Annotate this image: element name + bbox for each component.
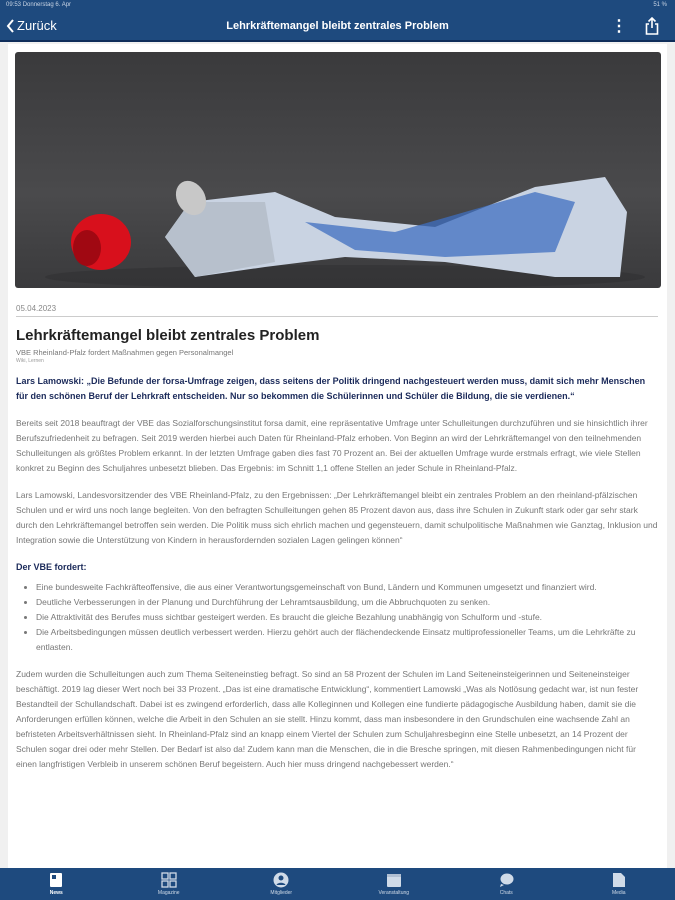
- list-item: • Die Arbeitsbedingungen müssen deutlich verbessert werden. Hierzu gehört auch der flächendeckende Einsatz multiprofessioneller Teams, um die Lehrkräfte zu entlasten.: [36, 625, 658, 655]
- article-image: [15, 52, 661, 288]
- battery-status: 51 %: [653, 2, 667, 8]
- demands-heading: Der VBE fordert:: [16, 562, 87, 572]
- time: 09:53: [6, 2, 22, 8]
- tab-veranstaltung[interactable]: [338, 868, 451, 900]
- tab-label: Media: [611, 890, 626, 896]
- list-item: • Eine bundesweite Fachkräfteoffensive, die aus einer Verantwortungsgemeinschaft von Bund, Ländern und Kommunen umgesetzt und finanziert wird.: [36, 580, 658, 595]
- article-date: 05.04.2023: [16, 304, 658, 317]
- person-icon: [273, 872, 289, 888]
- tab-chats[interactable]: [450, 868, 563, 900]
- article-lead: Lars Lamowski: „Die Befunde der forsa-Umfrage zeigen, dass seitens der Politik dringend nachgesteuert werden muss, damit sich mehr Menschen für den schönen Beruf der Lehrkraft entscheiden. Nur so bekommen die Schülerinnen und Schüler die Bildung, die sie verdienen.“: [16, 376, 646, 401]
- article-card: [8, 44, 667, 868]
- tab-label: Chats: [499, 890, 513, 896]
- tab-label: Mitglieder: [270, 890, 293, 896]
- tab-label: News: [49, 890, 63, 896]
- chat-bubbles-icon: [498, 872, 514, 888]
- back-label: Zurück: [17, 18, 57, 33]
- paragraph: Zudem wurden die Schulleitungen auch zum Thema Seiteneinstieg befragt. So sind an 58 Prozent der Schulen im Land Seiteneinsteigerinnen und Seiteneinsteiger beschäftigt. 2019 lag dieser Wert noch bei 33 Prozent. „Das ist eine dramatische Entwicklung“, kommentiert Lamowski „Was als Notlösung gedacht war, ist nun fester Bestandteil der Schullandschaft. Dabei ist es zwingend erforderlich, dass alle Kolleginnen und Kollegen eine fundierte pädagogische Ausbildung haben, damit sie die Anforderungen erfüllen können, welche die Arbeit in den Schulen an sie stellt. Hinzu kommt, dass man insbesondere in den Grundschulen eine wachsende Zahl an befristeten Arbeitsverhältnissen sieht. In Rheinland-Pfalz sind an knapp einem Viertel der Schulen zum Schuljahresbeginn eine Stelle unbesetzt, an 14 Prozent der Schulen sogar drei oder mehr Stellen. Der Bedarf ist also da! Zudem kann man die Menschen, die in die Bresche springen, mit diesen Rahmenbedingungen nicht für einen langfristigen Verbleib in unserem schönen Beruf begeistern. Auch hier muss dringend nachgebessert werden.“: [16, 669, 639, 769]
- list-item: • Die Attraktivität des Berufes muss sichtbar gesteigert werden. Es braucht die gleiche Bezahlung unabhängig von Schulform und -stufe.: [36, 610, 658, 625]
- paragraph: Lars Lamowski, Landesvorsitzender des VBE Rheinland-Pfalz, zu den Ergebnissen: „Der Lehrkräftemangel bleibt ein zentrales Problem an den rheinland-pfälzischen Schulen und er wird uns noch lange begleiten. Von den befragten Schulleitungen gehen 85 Prozent davon aus, dass ihre Schulen in Zukunft stark oder gar sehr stark durch den Lehrkräftemangel betroffen sein werden. Die Politik muss sich ehrlich machen und gegensteuern, damit schulpolitische Maßnahmen wie Ganztag, Inklusion und Integration sowie die Unterstützung von Kindern in herausfordernden sozialen Lagen gelingen können“: [16, 490, 658, 545]
- demands-list: [16, 580, 658, 655]
- tab-label: Magazine: [157, 890, 180, 896]
- tab-magazine[interactable]: [113, 868, 226, 900]
- tab-bar: [0, 868, 675, 900]
- article-tags: Wiki, Lernen: [16, 358, 44, 364]
- list-item: • Deutliche Verbesserungen in der Planung und Durchführung der Lehramtsausbildung, um die Abbruchquoten zu senken.: [36, 595, 658, 610]
- status-time: [6, 2, 71, 8]
- date: Donnerstag 6. Apr: [22, 2, 72, 8]
- article-content: [16, 304, 658, 772]
- calendar-icon: [386, 872, 402, 888]
- newspaper-icon: [49, 872, 63, 888]
- article-subtitle: VBE Rheinland-Pfalz fordert Maßnahmen gegen Personalmangel: [16, 348, 234, 357]
- document-icon: [612, 872, 626, 888]
- grid-icon: [161, 872, 177, 888]
- share-icon[interactable]: [645, 17, 659, 35]
- tab-label: Veranstaltung: [378, 890, 410, 896]
- page-title: Lehrkräftemangel bleibt zentrales Problem: [226, 20, 449, 32]
- paragraph: Bereits seit 2018 beauftragt der VBE das Sozialforschungsinstitut forsa damit, eine repräsentative Umfrage unter Schulleitungen durchzuführen und sie hinsichtlich ihrer Berufszufriedenheit zu befragen. Seit 2019 werden hierbei auch Daten für Rheinland-Pfalz erhoben. Von Beginn an wird der Lehrkräftemangel von den teilnehmenden Schulleitungen als größtes Problem erkannt. In der letzten Umfrage gaben dies fast 70 Prozent an. Bei der aktuellen Umfrage wurde erstmals erfragt, wie viele Stellen konkret zu Beginn des Schuljahres unbesetzt blieben. Das Ergebnis: im Schnitt 1,1 offene Stellen an jeder Schule in Rheinland-Pfalz.: [16, 418, 648, 473]
- tab-news[interactable]: [0, 868, 113, 900]
- navigation-bar: [0, 0, 675, 42]
- tab-media[interactable]: [563, 868, 675, 900]
- tab-mitglieder[interactable]: [225, 868, 338, 900]
- more-options-icon[interactable]: ⋮: [611, 18, 627, 35]
- article-title: Lehrkräftemangel bleibt zentrales Problem: [16, 327, 320, 344]
